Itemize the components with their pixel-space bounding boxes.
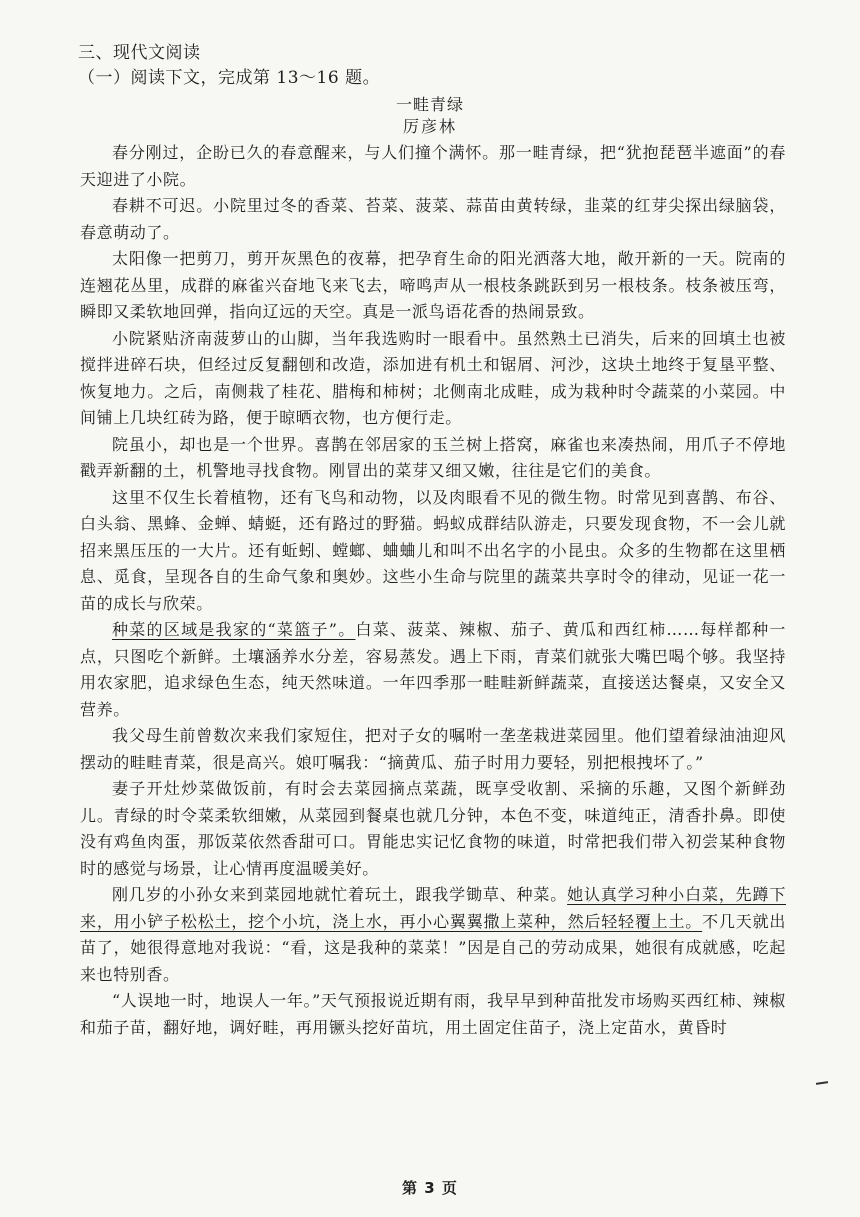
paragraph-11: “人误地一时，地误人一年。”天气预报说近期有雨，我早早到种苗批发市场购买西红柿、辣椒和茄子苗，翻好地，调好畦，再用镢头挖好苗坑，用土固定住苗子，浇上定苗水，黄昏时 <box>80 991 786 1037</box>
paragraph-7: 种菜的区域是我家的“菜篮子”。白菜、菠菜、辣椒、茄子、黄瓜和西红柿……每样都种一点，只图吃个新鲜。土壤涵养水分差，容易蒸发。遇上下雨，青菜们就张大嘴巴喝个够。我坚持用农家肥，追求绿色生态，纯天然味道。一年四季那一畦畦新鲜蔬菜，直接送达餐桌，又安全又营养。 <box>80 620 786 719</box>
pen-mark <box>816 1081 828 1085</box>
underlined-sentence: 她认真学习种小白菜，先蹲下来，用小铲子松松土，挖个小坑，浇上水，再小心翼翼撒上菜种，然后轻轻覆上土。 <box>80 885 786 931</box>
underlined-sentence: 种菜的区域是我家的“菜篮子”。 <box>112 620 356 639</box>
paragraph-3: 太阳像一把剪刀，剪开灰黑色的夜幕，把孕育生命的阳光洒落大地，敞开新的一天。院南的连翘花丛里，成群的麻雀兴奋地飞来飞去，啼鸣声从一根枝条跳跃到另一根枝条。枝条被压弯，瞬即又柔软地回弹，指向辽远的天空。真是一派鸟语花香的热闹景致。 <box>80 249 786 321</box>
paragraph-4: 小院紧贴济南菠萝山的山脚，当年我选购时一眼看中。虽然熟土已消失，后来的回填土也被搅拌进碎石块，但经过反复翻刨和改造，添加进有机土和锯屑、河沙，这块土地终于复垦平整、恢复地力。之后，南侧栽了桂花、腊梅和柿树；北侧南北成畦，成为栽种时令蔬菜的小菜园。中间铺上几块红砖为路，便于晾晒衣物，也方便行走。 <box>80 328 786 427</box>
paragraph-1: 春分刚过，企盼已久的春意醒来，与人们撞个满怀。那一畦青绿，把“犹抱琵琶半遮面”的春天迎进了小院。 <box>80 143 786 189</box>
paragraph-6: 这里不仅生长着植物，还有飞鸟和动物，以及肉眼看不见的微生物。时常见到喜鹊、布谷、白头翁、黑蜂、金蝉、蜻蜓，还有路过的野猫。蚂蚁成群结队游走，只要发现食物，不一会儿就招来黑压压的一大片。还有蚯蚓、螳螂、蛐蛐儿和叫不出名字的小昆虫。众多的生物都在这里栖息、觅食，呈现各自的生命气象和奥妙。这些小生命与院里的蔬菜共享时令的律动，见证一花一苗的成长与欣荣。 <box>80 487 786 613</box>
paragraph-10: 刚几岁的小孙女来到菜园地就忙着玩土，跟我学锄草、种菜。她认真学习种小白菜，先蹲下来，用小铲子松松土，挖个小坑，浇上水，再小心翼翼撒上菜种，然后轻轻覆上土。不几天就出苗了，她很得意地对我说：“看，这是我种的菜菜！”因是自己的劳动成果，她很有成就感，吃起来也特别香。 <box>80 885 786 984</box>
paragraph-5: 院虽小，却也是一个世界。喜鹊在邻居家的玉兰树上搭窝，麻雀也来凑热闹，用爪子不停地戳弄新翻的土，机警地寻找食物。刚冒出的菜芽又细又嫩，往往是它们的美食。 <box>80 434 786 480</box>
article-title: 一畦青绿 <box>395 95 464 114</box>
section-instruction: （一）阅读下文，完成第 13～16 题。 <box>78 68 381 88</box>
paragraph-9: 妻子开灶炒菜做饭前，有时会去菜园摘点菜蔬，既享受收割、采摘的乐趣，又图个新鲜劲儿。青绿的时令菜柔软细嫩，从菜园到餐桌也就几分钟，本色不变，味道纯正，清香扑鼻。即使没有鸡鱼肉蛋，那饭菜依然香甜可口。胃能忠实记忆食物的味道，时常把我们带入初尝某种食物时的感觉与场景，让心情再度温暖美好。 <box>80 779 786 878</box>
section-heading: 三、现代文阅读 <box>78 43 201 63</box>
paragraph-2: 春耕不可迟。小院里过冬的香菜、苔菜、菠菜、蒜苗由黄转绿，韭菜的红芽尖探出绿脑袋，春意萌动了。 <box>80 196 786 242</box>
paragraph-8: 我父母生前曾数次来我们家短住，把对子女的嘱咐一垄垄栽进菜园里。他们望着绿油油迎风摆动的畦畦青菜，很是高兴。娘叮嘱我：“摘黄瓜、茄子时用力要轻，别把根拽坏了。” <box>80 726 786 772</box>
page-number: 第 3 页 <box>402 1179 458 1197</box>
article-body <box>80 140 786 1041</box>
article-author: 厉彦林 <box>402 117 457 136</box>
